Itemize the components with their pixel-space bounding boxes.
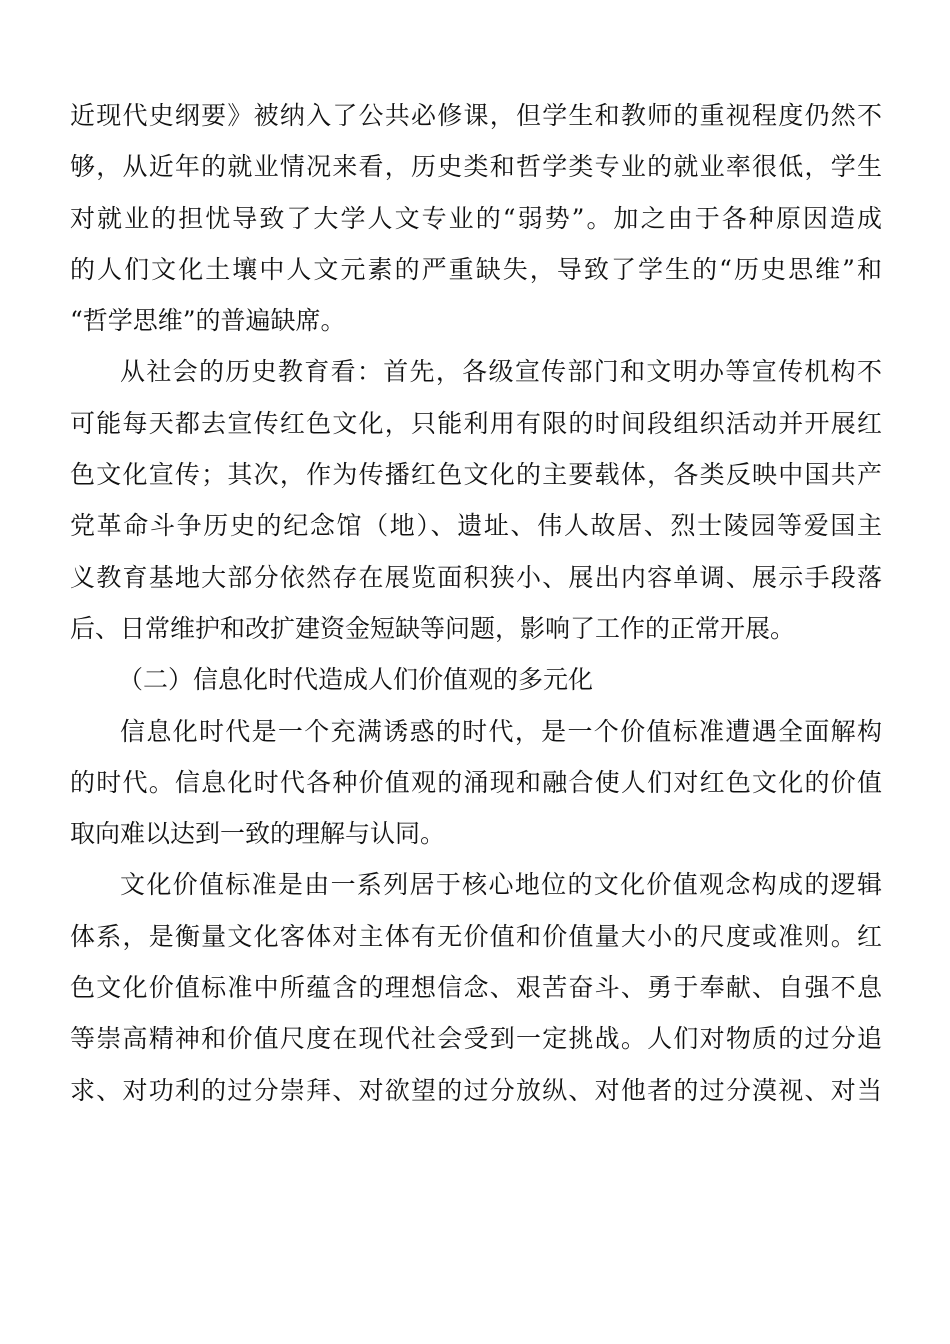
body-line: 等崇高精神和价值尺度在现代社会受到一定挑战。人们对物质的过分追 [70,1024,882,1054]
body-line: 色文化宣传；其次，作为传播红色文化的主要载体，各类反映中国共产 [70,460,882,490]
body-line: 的时代。信息化时代各种价值观的涌现和融合使人们对红色文化的价值 [70,767,882,797]
body-line: 取向难以达到一致的理解与认同。 [70,819,446,849]
body-line: 近现代史纲要》被纳入了公共必修课，但学生和教师的重视程度仍然不 [70,101,882,130]
body-line: 义教育基地大部分依然存在展览面积狭小、展出内容单调、展示手段落 [70,562,882,592]
section-heading: （二）信息化时代造成人们价值观的多元化 [118,665,594,695]
paragraph-first-line: 信息化时代是一个充满诱惑的时代，是一个价值标准遭遇全面解构 [120,716,882,746]
body-line: 可能每天都去宣传红色文化，只能利用有限的时间段组织活动并开展红 [70,408,882,438]
body-line: 对就业的担忧导致了大学人文专业的“弱势”。加之由于各种原因造成 [70,203,882,233]
body-line: 求、对功利的过分崇拜、对欲望的过分放纵、对他者的过分漠视、对当 [70,1075,882,1105]
body-line: 色文化价值标准中所蕴含的理想信念、艰苦奋斗、勇于奉献、自强不息 [70,973,882,1003]
paragraph-first-line: 文化价值标准是由一系列居于核心地位的文化价值观念构成的逻辑 [120,870,882,900]
body-line: “哲学思维”的普遍缺席。 [70,306,346,336]
body-line: 的人们文化土壤中人文元素的严重缺失，导致了学生的“历史思维”和 [70,254,882,284]
body-line: 党革命斗争历史的纪念馆（地）、遗址、伟人故居、烈士陵园等爱国主 [70,511,882,541]
document-body [70,90,882,1116]
paragraph-first-line: 从社会的历史教育看：首先，各级宣传部门和文明办等宣传机构不 [120,357,882,387]
body-line: 体系，是衡量文化客体对主体有无价值和价值量大小的尺度或准则。红 [70,921,882,951]
body-line: 够，从近年的就业情况来看，历史类和哲学类专业的就业率很低，学生 [70,152,882,182]
body-line: 后、日常维护和改扩建资金短缺等问题，影响了工作的正常开展。 [70,613,796,643]
